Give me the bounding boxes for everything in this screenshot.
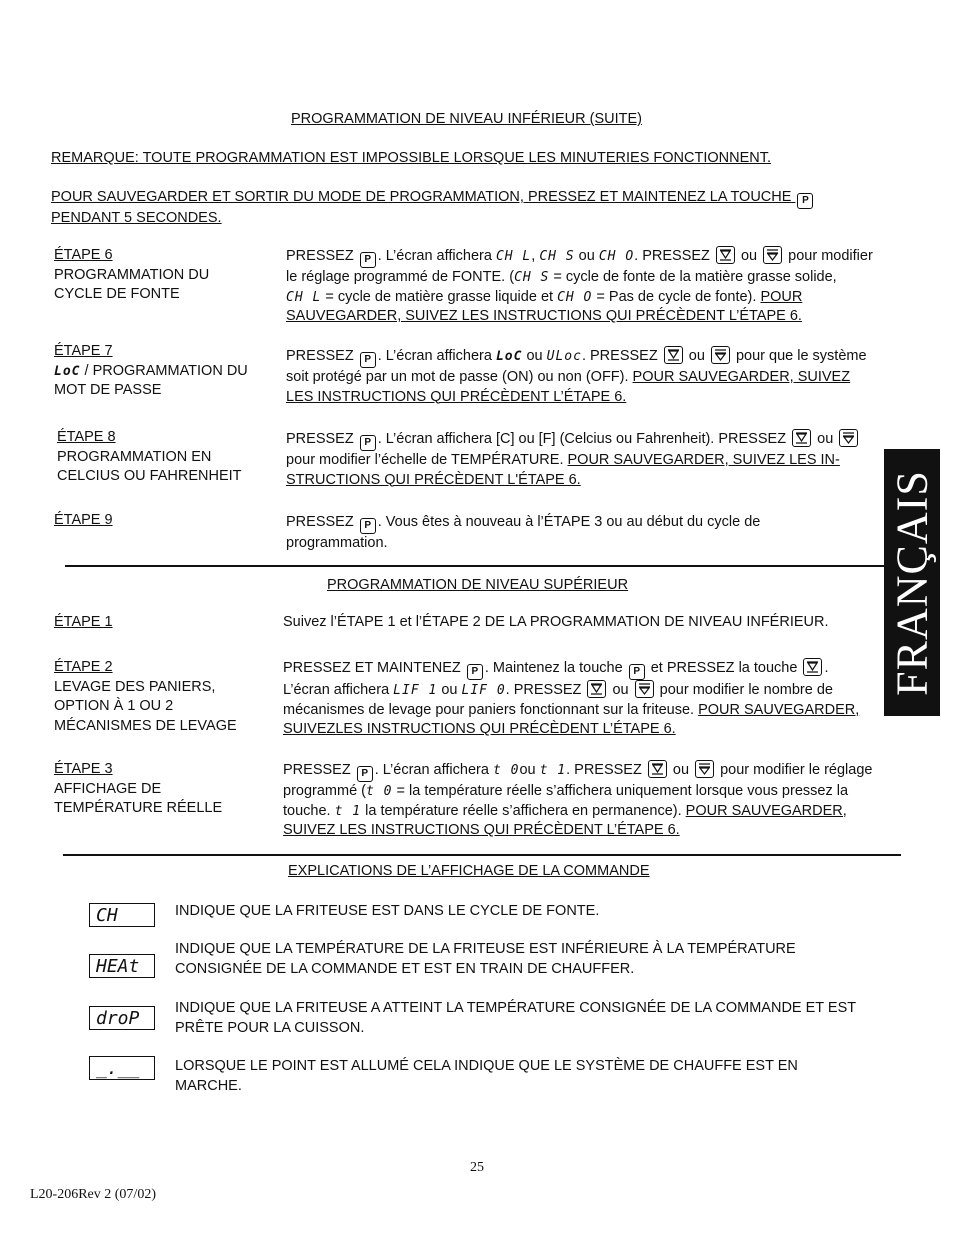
explain-melt-text: INDIQUE QUE LA FRITEUSE EST DANS LE CYCLE DE FONTE. — [175, 903, 600, 919]
section-title-upper: PROGRAMMATION DE NIVEAU SUPÉRIEUR — [327, 577, 629, 593]
step-6-text: PRESSEZ P . L’écran affichera CH L, CH S ou CH O. PRESSEZ ou pour modifier le réglage programmé de FONTE. (CH S = cycle de fonte de la matière grasse solide, CH L = cycle de matière grasse liquide et CH O = Pas de cycle de fonte). POUR SAUVEGARDER, SUIVEZ LES INSTRUCTIONS QUI PRÉCÈDENT L’ÉTAPE 6. — [286, 248, 873, 324]
step-6-label: ÉTAPE 6 PROGRAMMATION DU CYCLE DE FONTE — [54, 247, 210, 302]
p-key-icon: P — [357, 766, 373, 782]
down-arrow-key-icon — [803, 658, 822, 676]
language-tab: FRANÇAIS — [884, 449, 940, 716]
step-7-label: ÉTAPE 7 LoC / PROGRAMMATION DU MOT DE PASSE — [54, 343, 248, 398]
p-key-icon: P — [629, 664, 645, 680]
p-key-icon: P — [360, 252, 376, 268]
lcd-display-melt: CH — [89, 903, 155, 927]
explain-heat-text: INDIQUE QUE LA TEMPÉRATURE DE LA FRITEUSE EST INFÉRIEURE À LA TEMPÉRATURE CONSIGNÉE DE LA COMMANDE ET EST EN TRAIN DE CHAUFFER. — [175, 941, 796, 977]
p-key-icon: P — [360, 435, 376, 451]
lcd-display-drop: droP — [89, 1006, 155, 1030]
up-arrow-key-icon — [695, 760, 714, 778]
remark-note: REMARQUE: TOUTE PROGRAMMATION EST IMPOSSIBLE LORSQUE LES MINUTERIES FONCTIONNENT. — [51, 150, 772, 166]
lcd-display-heat: HEAt — [89, 954, 155, 978]
upper-step-1-text: Suivez l’ÉTAPE 1 et l’ÉTAPE 2 DE LA PROGRAMMATION DE NIVEAU INFÉRIEUR. — [283, 614, 829, 630]
down-arrow-key-icon — [792, 429, 811, 447]
p-key-icon: P — [360, 352, 376, 368]
section-title-lower-continued: PROGRAMMATION DE NIVEAU INFÉRIEUR (SUITE) — [291, 111, 642, 127]
divider — [65, 565, 885, 567]
step-9-label: ÉTAPE 9 — [54, 512, 113, 528]
step-8-text: PRESSEZ P . L’écran affichera [C] ou [F] (Celcius ou Fahrenheit). PRESSEZ ou pour modifier l’échelle de TEMPÉRATURE. POUR SAUVEGARDER, SUIVEZ LES IN- STRUCTIONS QUI PRÉCÈDENT L'ÉTAPE 6. — [286, 429, 886, 490]
upper-step-3-text: PRESSEZ P . L’écran affichera t 0ou t 1. PRESSEZ ou pour modifier le réglage programmé (t 0 = la température réelle s’affichera uniquement lorsque vous pressez la touche. t 1 la température réelle s’affichera en permanence). POUR SAUVEGARDER, SUIVEZ LES INSTRUCTIONS QUI PRÉCÈDENT L’ÉTAPE 6. — [283, 762, 873, 838]
step-7-text: PRESSEZ P . L’écran affichera LoC ou ULoc. PRESSEZ ou pour que le système soit protégé par un mot de passe (ON) ou non (OFF). POUR SAUVEGARDER, SUIVEZ LES INSTRUCTIONS QUI PRÉCÈDENT L’ÉTAPE 6. — [286, 348, 867, 405]
explain-dot-text: LORSQUE LE POINT EST ALLUMÉ CELA INDIQUE QUE LE SYSTÈME DE CHAUFFE EST EN MARCHE. — [175, 1058, 798, 1094]
section-title-display-explanations: EXPLICATIONS DE L’AFFICHAGE DE LA COMMANDE — [288, 863, 650, 879]
p-key-icon: P — [467, 664, 483, 680]
upper-step-2-text: PRESSEZ ET MAINTENEZ P . Maintenez la touche P et PRESSEZ la touche . L’écran affichera LIF 1 ou LIF 0. PRESSEZ ou pour modifier le nombre de mécanismes de levage pour paniers fonctionnant sur la friteuse. POUR SAUVEGARDER, SUIVEZLES INSTRUCTIONS QUI PRÉCÈDENT L’ÉTAPE 6. — [283, 660, 860, 737]
upper-step-3-label: ÉTAPE 3 AFFICHAGE DE TEMPÉRATURE RÉELLE — [54, 761, 223, 816]
divider — [63, 854, 901, 856]
step-9-text: PRESSEZ P . Vous êtes à nouveau à l’ÉTAPE 3 ou au début du cycle de programmation. — [286, 514, 761, 551]
up-arrow-key-icon — [711, 346, 730, 364]
p-key-icon: P — [360, 518, 376, 534]
lcd-display-heater-dot: _.__ — [89, 1056, 155, 1080]
up-arrow-key-icon — [839, 429, 858, 447]
down-arrow-key-icon — [587, 680, 606, 698]
p-key-icon: P — [797, 193, 813, 209]
document-reference: L20-206Rev 2 (07/02) — [30, 1187, 156, 1202]
upper-step-2-label: ÉTAPE 2 LEVAGE DES PANIERS, OPTION À 1 OU 2 MÉCANISMES DE LEVAGE — [54, 659, 237, 734]
save-instruction: POUR SAUVEGARDER ET SORTIR DU MODE DE PROGRAMMATION, PRESSEZ ET MAINTENEZ LA TOUCHE P PENDANT 5 SECONDES. — [51, 188, 815, 229]
down-arrow-key-icon — [664, 346, 683, 364]
up-arrow-key-icon — [763, 246, 782, 264]
up-arrow-key-icon — [635, 680, 654, 698]
down-arrow-key-icon — [716, 246, 735, 264]
step-8-label: ÉTAPE 8 PROGRAMMATION EN CELCIUS OU FAHRENHEIT — [57, 429, 242, 484]
explain-drop-text: INDIQUE QUE LA FRITEUSE A ATTEINT LA TEMPÉRATURE CONSIGNÉE DE LA COMMANDE ET EST PRÊTE POUR LA CUISSON. — [175, 1000, 857, 1036]
page-number: 25 — [470, 1160, 484, 1175]
down-arrow-key-icon — [648, 760, 667, 778]
upper-step-1-label: ÉTAPE 1 — [54, 614, 113, 630]
